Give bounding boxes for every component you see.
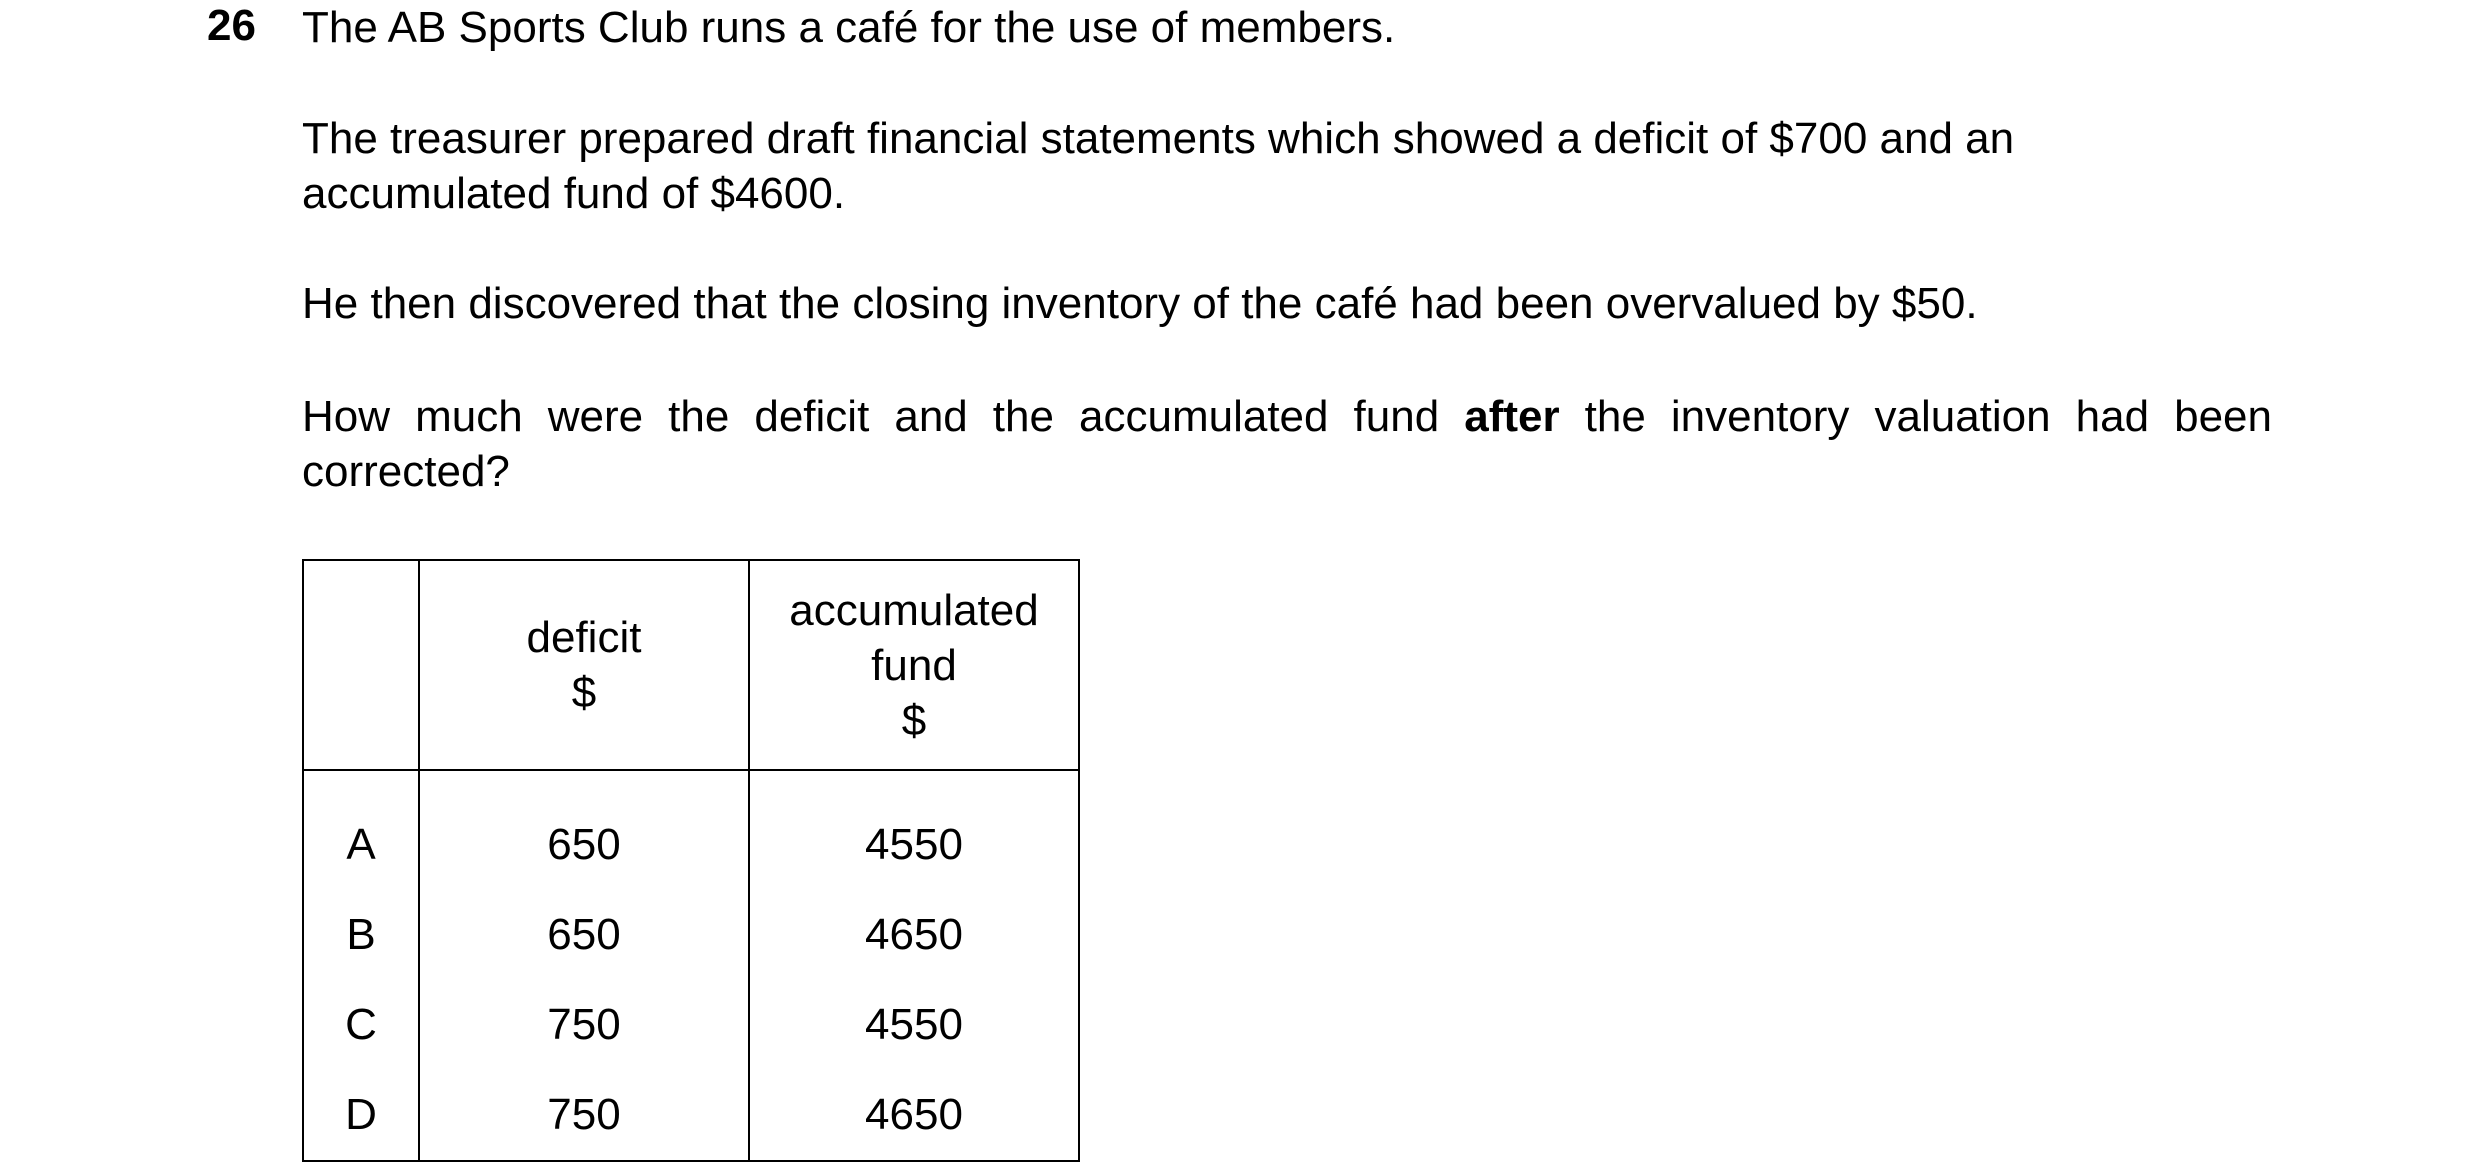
header-fund-label-1: accumulated bbox=[789, 585, 1039, 635]
option-letter: B bbox=[303, 890, 419, 980]
option-deficit: 750 bbox=[419, 1070, 749, 1161]
option-letter: D bbox=[303, 1070, 419, 1161]
question-paragraph-2: The treasurer prepared draft financial statements which showed a deficit of $700 and an accumulated fund of $4600. bbox=[302, 114, 2015, 218]
header-blank-cell bbox=[303, 560, 419, 770]
option-fund: 4550 bbox=[749, 770, 1079, 890]
header-deficit bbox=[419, 560, 749, 770]
header-fund-label-2: fund bbox=[871, 640, 957, 690]
option-letter: C bbox=[303, 980, 419, 1070]
prompt-emphasis: after bbox=[1464, 392, 1560, 441]
option-fund: 4550 bbox=[749, 980, 1079, 1070]
header-accumulated-fund bbox=[749, 560, 1079, 770]
prompt-text-start: How much were the deficit and the accumulated fund bbox=[302, 392, 1465, 441]
header-deficit-unit: $ bbox=[571, 668, 597, 717]
option-row-d bbox=[303, 1070, 1079, 1161]
prompt-text-end: the inventory valuation had been corrected? bbox=[302, 392, 2273, 496]
option-deficit: 650 bbox=[419, 890, 749, 980]
header-deficit-label: deficit bbox=[526, 613, 642, 662]
option-letter: A bbox=[303, 770, 419, 890]
question-paragraph-3: He then discovered that the closing inventory of the café had been overvalued by $50. bbox=[302, 279, 1978, 328]
question-prompt bbox=[302, 389, 2272, 499]
option-row-b bbox=[303, 890, 1079, 980]
option-row-a bbox=[303, 770, 1079, 890]
header-fund-unit: $ bbox=[901, 695, 927, 745]
option-fund: 4650 bbox=[749, 1070, 1079, 1161]
question-intro: The AB Sports Club runs a café for the use of members. bbox=[302, 3, 1396, 52]
answer-options-table bbox=[302, 559, 1080, 1162]
table-header-row bbox=[303, 560, 1079, 770]
question-number: 26 bbox=[207, 1, 256, 50]
option-deficit: 650 bbox=[419, 770, 749, 890]
option-deficit: 750 bbox=[419, 980, 749, 1070]
option-row-c bbox=[303, 980, 1079, 1070]
option-fund: 4650 bbox=[749, 890, 1079, 980]
